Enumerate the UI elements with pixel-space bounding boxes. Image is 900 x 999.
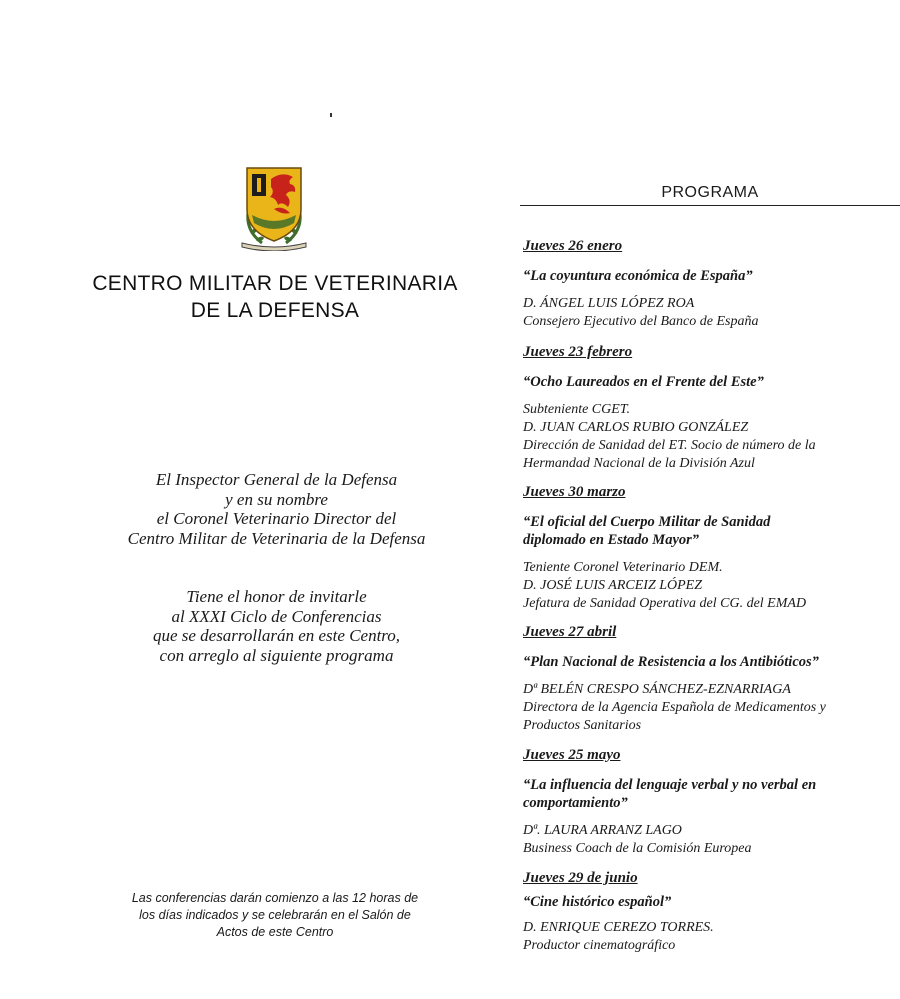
program-event-2 xyxy=(523,344,900,473)
event-date: Jueves 27 abril xyxy=(523,624,617,640)
invitation-paragraph-1 xyxy=(80,470,473,548)
event-speaker-line: Productor cinematográfico xyxy=(523,938,676,953)
event-talk-title xyxy=(523,776,900,812)
event-speaker xyxy=(523,559,900,613)
event-talk-title xyxy=(523,653,900,671)
program-title: PROGRAMA xyxy=(661,184,759,201)
program-event-4 xyxy=(523,624,900,735)
schedule-note-line: Actos de este Centro xyxy=(216,925,334,939)
program-event-6 xyxy=(523,870,900,955)
event-speaker xyxy=(523,401,900,473)
event-talk-title xyxy=(523,373,900,391)
program-event-5 xyxy=(523,747,900,858)
event-speaker-line: D. JUAN CARLOS RUBIO GONZÁLEZ xyxy=(523,420,749,435)
event-speaker-line: Productos Sanitarios xyxy=(523,718,642,733)
organization-title-line1: CENTRO MILITAR DE VETERINARIA xyxy=(92,272,458,295)
invitation-line: Centro Militar de Veterinaria de la Defensa xyxy=(127,528,426,548)
event-speaker-line: Business Coach de la Comisión Europea xyxy=(523,841,752,856)
program-event-3 xyxy=(523,484,900,613)
event-speaker-line: D. JOSÉ LUIS ARCEIZ LÓPEZ xyxy=(523,578,703,593)
event-date: Jueves 23 febrero xyxy=(523,344,633,360)
event-speaker-line: Teniente Coronel Veterinario DEM. xyxy=(523,560,723,575)
schedule-note-line: Las conferencias darán comienzo a las 12 horas de xyxy=(131,891,419,905)
event-talk-title xyxy=(523,893,900,911)
schedule-note xyxy=(95,890,455,941)
invitation-line: con arreglo al siguiente programa xyxy=(159,645,394,665)
program-event-1 xyxy=(523,238,900,331)
invitation-line: El Inspector General de la Defensa xyxy=(155,470,398,489)
event-talk-title xyxy=(523,513,900,549)
event-date: Jueves 26 enero xyxy=(523,238,623,254)
event-speaker xyxy=(523,822,900,858)
event-speaker-line: D. ENRIQUE CEREZO TORRES. xyxy=(523,920,714,935)
event-speaker xyxy=(523,295,900,331)
invitation-paragraph-2 xyxy=(80,587,473,665)
invitation-line: y en su nombre xyxy=(225,489,328,509)
event-speaker-line: D. ÁNGEL LUIS LÓPEZ ROA xyxy=(523,296,695,311)
event-date: Jueves 29 de junio xyxy=(523,870,638,886)
event-speaker-line: Directora de la Agencia Española de Medicamentos y xyxy=(523,700,826,715)
program-title-rule xyxy=(520,205,900,206)
event-speaker-line: Subteniente CGET. xyxy=(523,402,631,417)
event-date: Jueves 30 marzo xyxy=(523,484,626,500)
scan-speck xyxy=(330,113,332,117)
invitation-line: que se desarrollarán en este Centro, xyxy=(152,626,401,645)
event-speaker-line: Hermandad Nacional de la División Azul xyxy=(523,456,755,471)
coat-of-arms-icon xyxy=(238,165,310,251)
schedule-note-line: los días indicados y se celebrarán en el Salón de xyxy=(139,908,411,922)
event-talk-line: “El oficial del Cuerpo Militar de Sanidad xyxy=(523,514,771,530)
organization-title-line2: DE LA DEFENSA xyxy=(190,299,360,322)
invitation-line: el Coronel Veterinario Director del xyxy=(156,509,397,528)
event-talk-line: “Ocho Laureados en el Frente del Este” xyxy=(523,374,764,390)
event-speaker-line: Consejero Ejecutivo del Banco de España xyxy=(523,314,759,329)
event-talk-line: “La influencia del lenguaje verbal y no verbal en xyxy=(523,777,817,793)
invitation-line: Tiene el honor de invitarle xyxy=(186,587,367,606)
event-speaker xyxy=(523,919,900,955)
event-speaker-line: Dª BELÉN CRESPO SÁNCHEZ-EZNARRIAGA xyxy=(523,682,791,697)
event-speaker-line: Dirección de Sanidad del ET. Socio de número de la xyxy=(523,438,816,453)
event-date: Jueves 25 mayo xyxy=(523,747,621,763)
event-speaker xyxy=(523,681,900,735)
event-speaker-line: Dª. LAURA ARRANZ LAGO xyxy=(523,823,682,838)
event-talk-line: diplomado en Estado Mayor” xyxy=(523,532,700,548)
event-talk-line: “Cine histórico español” xyxy=(523,894,672,910)
event-talk-title xyxy=(523,267,900,285)
event-speaker-line: Jefatura de Sanidad Operativa del CG. del EMAD xyxy=(523,596,807,611)
event-talk-line: comportamiento” xyxy=(523,795,628,811)
event-talk-line: “Plan Nacional de Resistencia a los Antibióticos” xyxy=(523,654,819,670)
event-talk-line: “La coyuntura económica de España” xyxy=(523,268,753,284)
invitation-line: al XXXI Ciclo de Conferencias xyxy=(171,606,382,626)
